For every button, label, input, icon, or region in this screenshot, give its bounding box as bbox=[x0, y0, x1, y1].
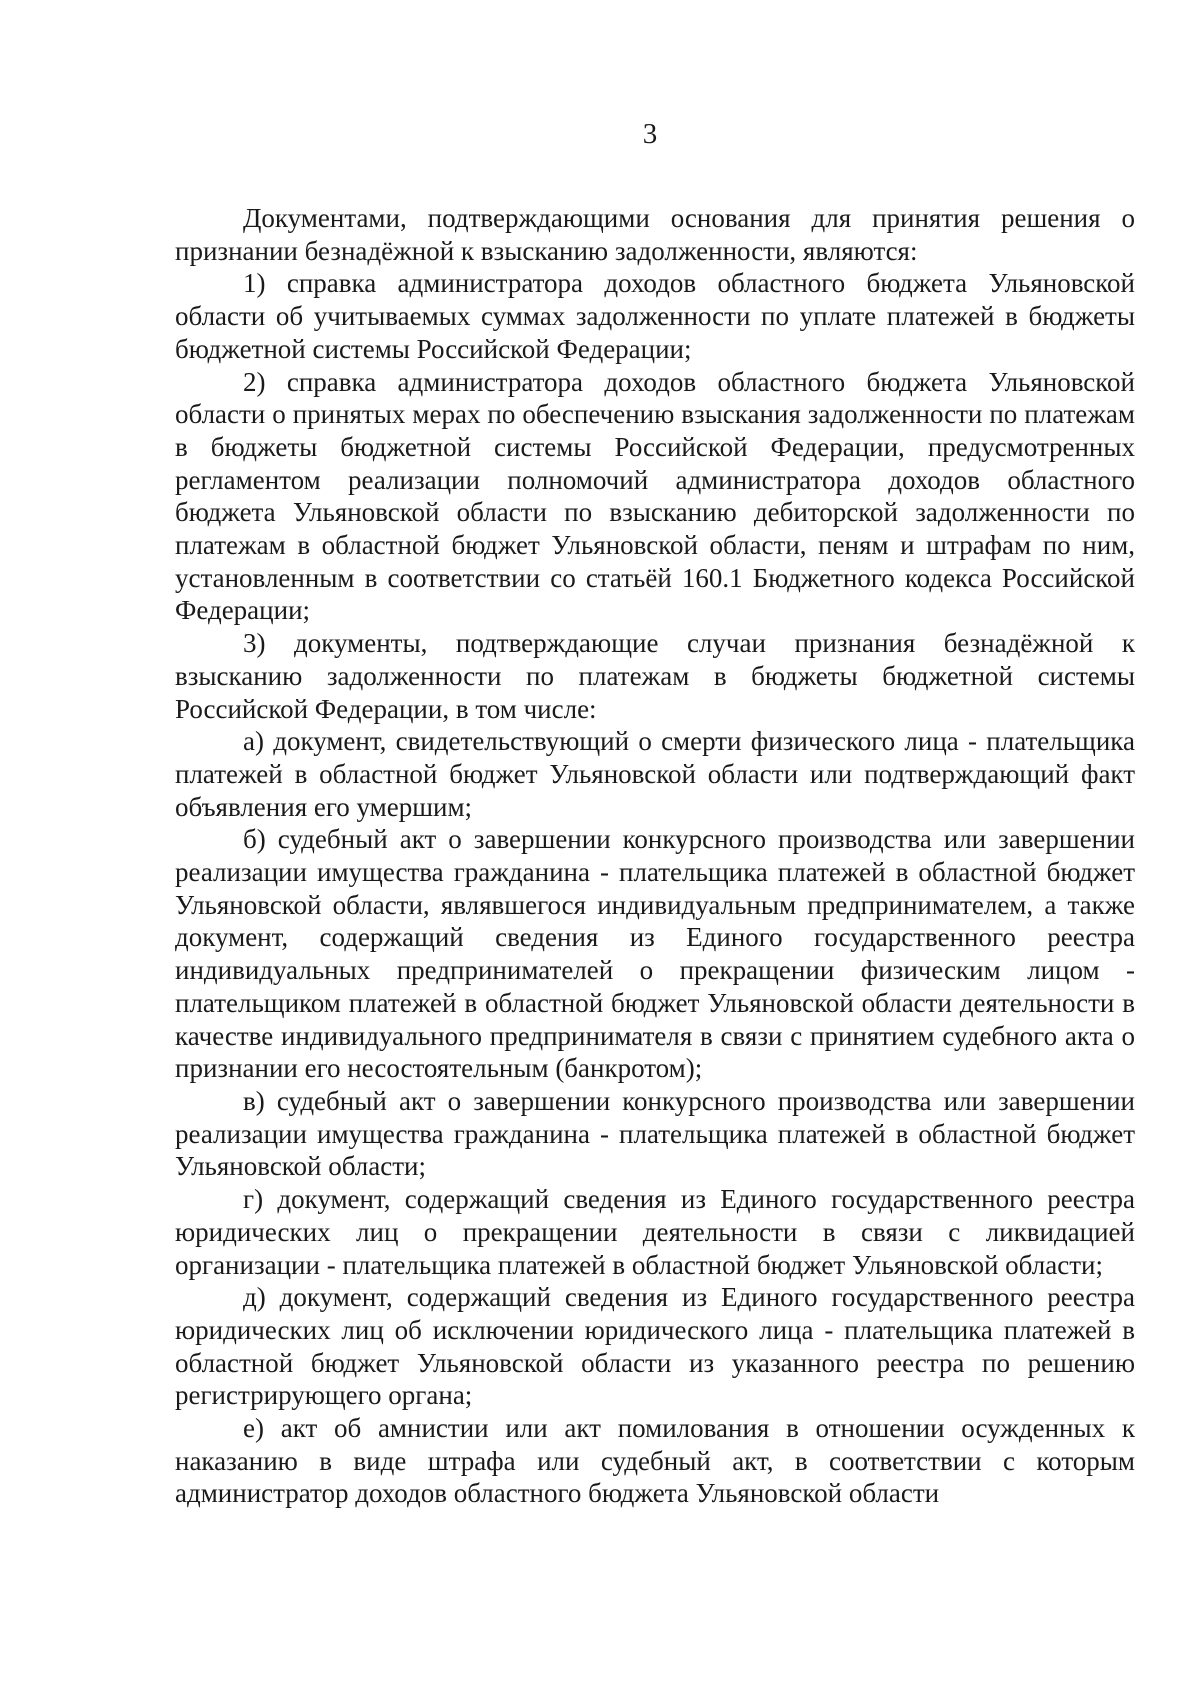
paragraph-subitem-d: д) документ, содержащий сведения из Единого государственного реестра юридических лиц об исключении юридического лица - плательщика платежей в областной бюджет Ульяновской области из указанного реестра по решению регистрирующего органа; bbox=[175, 1282, 1135, 1411]
paragraph-subitem-b: б) судебный акт о завершении конкурсного производства или завершении реализации имущества гражданина - плательщика платежей в областной бюджет Ульяновской области, являвшегося индивидуальным предпринимателем, а также документ, содержащий сведения из Единого государственного реестра индивидуальных предпринимателей о прекращении физическим лицом - плательщиком платежей в областной бюджет Ульяновской области деятельности в качестве индивидуального предпринимателя в связи с принятием судебного акта о признании его несостоятельным (банкротом); bbox=[175, 824, 1135, 1084]
paragraph-subitem-g: г) документ, содержащий сведения из Единого государственного реестра юридических лиц о прекращении деятельности в связи с ликвидацией организации - плательщика платежей в областной бюджет Ульяновской области; bbox=[175, 1184, 1135, 1280]
paragraph-subitem-a: а) документ, свидетельствующий о смерти физического лица - плательщика платежей в областной бюджет Ульяновской области или подтверждающий факт объявления его умершим; bbox=[175, 726, 1135, 822]
page-number: 3 bbox=[642, 118, 658, 150]
document-body bbox=[175, 202, 1135, 1510]
paragraph-item-2: 2) справка администратора доходов областного бюджета Ульяновской области о принятых мерах по обеспечению взыскания задолженности по платежам в бюджеты бюджетной системы Российской Федерации, предусмотренных регламентом реализации полномочий администратора доходов областного бюджета Ульяновской области по взысканию дебиторской задолженности по платежам в областной бюджет Ульяновской области, пеням и штрафам по ним, установленным в соответствии со статьёй 160.1 Бюджетного кодекса Российской Федерации; bbox=[175, 366, 1135, 626]
paragraph-intro: Документами, подтверждающими основания для принятия решения о признании безнадёжной к взысканию задолженности, являются: bbox=[175, 203, 1135, 266]
paragraph-item-1: 1) справка администратора доходов областного бюджета Ульяновской области об учитываемых суммах задолженности по уплате платежей в бюджеты бюджетной системы Российской Федерации; bbox=[175, 268, 1135, 364]
paragraph-item-3: 3) документы, подтверждающие случаи признания безнадёжной к взысканию задолженности по платежам в бюджеты бюджетной системы Российской Федерации, в том числе: bbox=[175, 628, 1135, 724]
paragraph-subitem-v: в) судебный акт о завершении конкурсного производства или завершении реализации имущества гражданина - плательщика платежей в областной бюджет Ульяновской области; bbox=[175, 1085, 1135, 1182]
paragraph-subitem-e: е) акт об амнистии или акт помилования в отношении осужденных к наказанию в виде штрафа или судебный акт, в соответствии с которым администратор доходов областного бюджета Ульяновской области bbox=[175, 1413, 1135, 1509]
